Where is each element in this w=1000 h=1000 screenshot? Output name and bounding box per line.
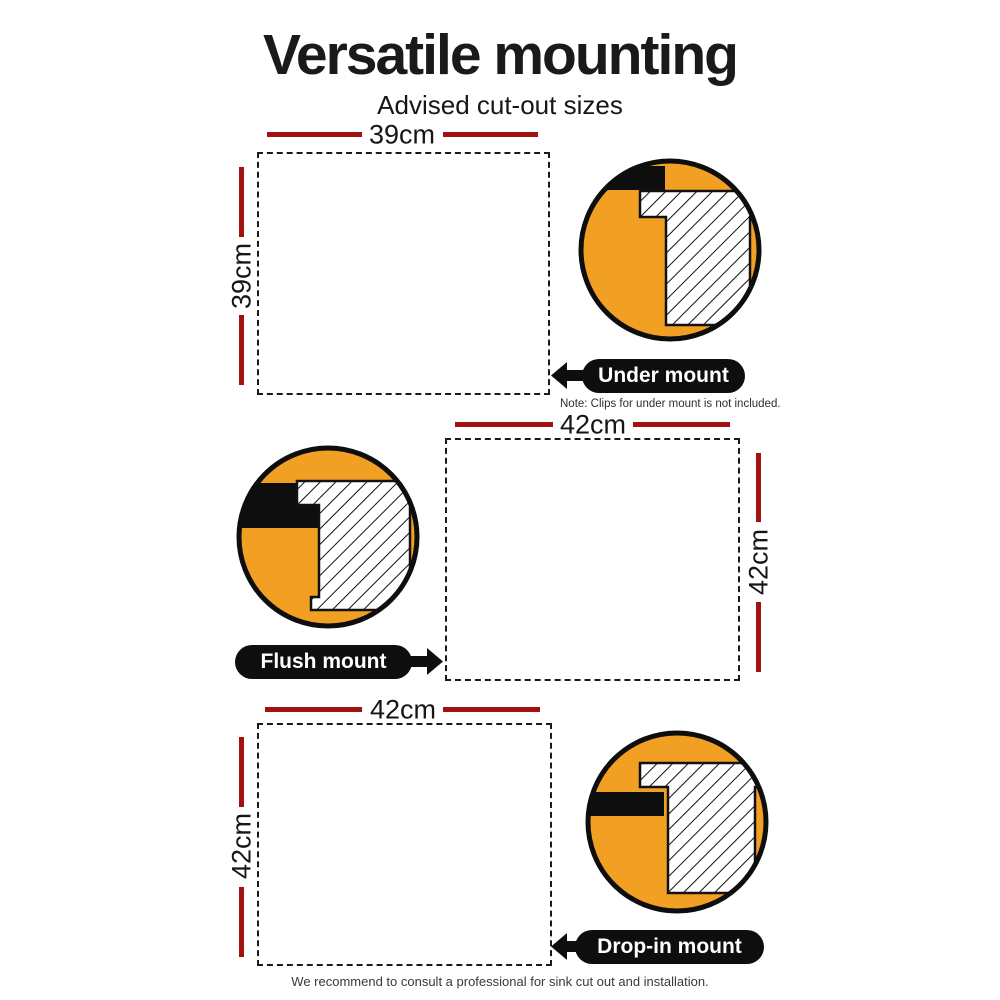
dimension-line (455, 422, 553, 427)
dimension-line (239, 737, 244, 807)
drop-in-mount-height-label: 42cm (226, 812, 257, 880)
flush-mount-pill (235, 645, 412, 679)
flush-mount-diagram-icon (234, 443, 422, 631)
dimension-line (443, 707, 540, 712)
under-mount-pill (582, 359, 745, 393)
drop-in-mount-cutout-square (257, 723, 552, 966)
dimension-line (239, 167, 244, 237)
flush-mount-pill-label: Flush mount (260, 650, 387, 673)
under-mount-diagram-icon (576, 156, 764, 344)
drop-in-mount-width-label: 42cm (369, 694, 437, 725)
under-mount-pill-label: Under mount (598, 364, 729, 387)
dimension-line (756, 602, 761, 672)
dimension-line (443, 132, 538, 137)
dimension-line (267, 132, 362, 137)
dimension-line (239, 887, 244, 957)
under-mount-cutout-square (257, 152, 550, 395)
drop-in-mount-diagram-icon (583, 728, 771, 916)
drop-in-mount-pill-label: Drop-in mount (597, 935, 742, 958)
dimension-line (239, 315, 244, 385)
footer-text: We recommend to consult a professional for sink cut out and installation. (291, 974, 709, 989)
drop-in-mount-pill (575, 930, 764, 964)
dimension-line (265, 707, 362, 712)
arrow-left-icon (551, 362, 583, 389)
dimension-line (633, 422, 730, 427)
flush-mount-height-label: 42cm (743, 528, 774, 596)
arrow-right-icon (411, 648, 443, 675)
flush-mount-width-label: 42cm (559, 409, 627, 440)
under-mount-height-label: 39cm (226, 242, 257, 310)
page-title: Versatile mounting (263, 23, 737, 87)
page-subtitle: Advised cut-out sizes (377, 90, 623, 120)
under-mount-width-label: 39cm (368, 119, 436, 150)
dimension-line (756, 453, 761, 522)
under-mount-note: Note: Clips for under mount is not included. (560, 398, 781, 410)
flush-mount-cutout-square (445, 438, 740, 681)
